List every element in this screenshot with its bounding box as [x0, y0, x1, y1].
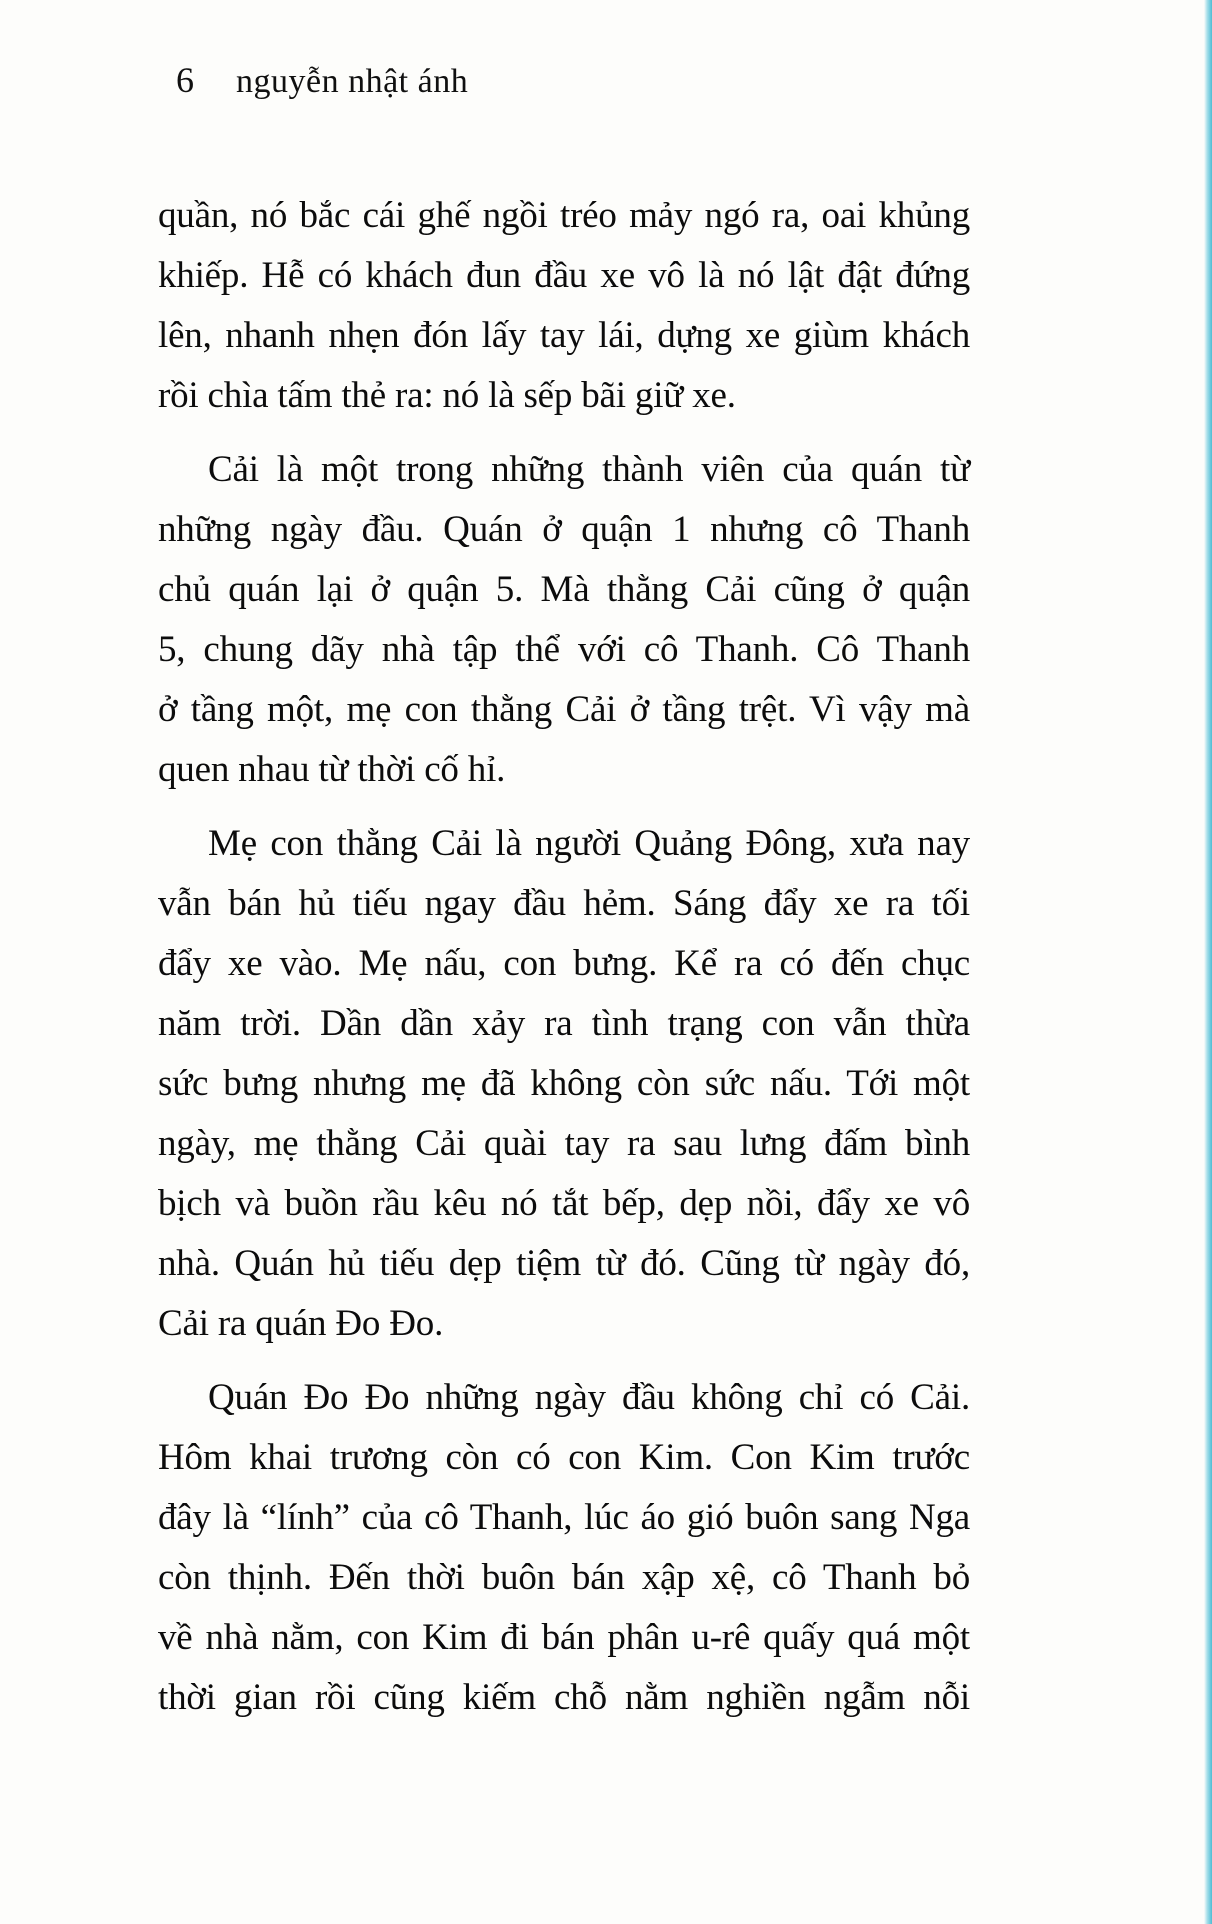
paragraph — [158, 440, 970, 800]
text-line: nhà. Quán hủ tiếu dẹp tiệm từ đó. Cũng từ ngày đó, — [158, 1243, 970, 1284]
page-text — [158, 186, 970, 1728]
text-line: Mẹ con thằng Cải là người Quảng Đông, xưa nay — [208, 823, 970, 864]
text-line: quần, nó bắc cái ghế ngồi tréo mảy ngó ra, oai khủng — [158, 195, 970, 236]
text-line: sức bưng nhưng mẹ đã không còn sức nấu. Tới một — [158, 1063, 970, 1104]
text-line: quen nhau từ thời cố hỉ. — [158, 749, 506, 790]
text-line: lên, nhanh nhẹn đón lấy tay lái, dựng xe giùm khách — [158, 315, 970, 356]
paragraph — [158, 814, 970, 1354]
text-line: Cải là một trong những thành viên của quán từ — [208, 449, 970, 490]
running-header-author: nguyễn nhật ánh — [236, 63, 469, 100]
text-line: 5, chung dãy nhà tập thể với cô Thanh. Cô Thanh — [158, 629, 970, 670]
text-line: thời gian rồi cũng kiếm chỗ nằm nghiền ngẫm nỗi — [158, 1677, 970, 1718]
text-line: chủ quán lại ở quận 5. Mà thằng Cải cũng ở quận — [158, 569, 970, 610]
text-line: Cải ra quán Đo Đo. — [158, 1303, 444, 1344]
text-line: ở tầng một, mẹ con thằng Cải ở tầng trệt. Vì vậy mà — [158, 689, 970, 730]
paragraph — [158, 186, 970, 426]
paragraph — [158, 1368, 970, 1728]
text-line: ngày, mẹ thằng Cải quài tay ra sau lưng đấm bình — [158, 1123, 970, 1164]
text-line: những ngày đầu. Quán ở quận 1 nhưng cô Thanh — [158, 509, 970, 550]
text-line: khiếp. Hễ có khách đun đầu xe vô là nó lật đật đứng — [158, 255, 970, 296]
text-line: năm trời. Dần dần xảy ra tình trạng con vẫn thừa — [158, 1003, 970, 1044]
text-line: vẫn bán hủ tiếu ngay đầu hẻm. Sáng đẩy xe ra tối — [158, 883, 970, 924]
text-line: rồi chìa tấm thẻ ra: nó là sếp bãi giữ xe. — [158, 375, 736, 416]
text-line: bịch và buồn rầu kêu nó tắt bếp, dẹp nồi, đẩy xe vô — [158, 1183, 970, 1224]
page-number: 6 — [176, 60, 194, 100]
text-line: Hôm khai trương còn có con Kim. Con Kim trước — [158, 1437, 970, 1478]
text-line: đây là “lính” của cô Thanh, lúc áo gió buôn sang Nga — [158, 1497, 970, 1538]
page-header — [176, 58, 468, 104]
scan-edge-strip — [1204, 0, 1212, 1924]
text-line: còn thịnh. Đến thời buôn bán xập xệ, cô Thanh bỏ — [158, 1557, 970, 1598]
text-line: về nhà nằm, con Kim đi bán phân u-rê quấy quá một — [158, 1617, 970, 1658]
text-line: Quán Đo Đo những ngày đầu không chỉ có Cải. — [208, 1377, 970, 1418]
text-line: đẩy xe vào. Mẹ nấu, con bưng. Kể ra có đến chục — [158, 943, 970, 984]
